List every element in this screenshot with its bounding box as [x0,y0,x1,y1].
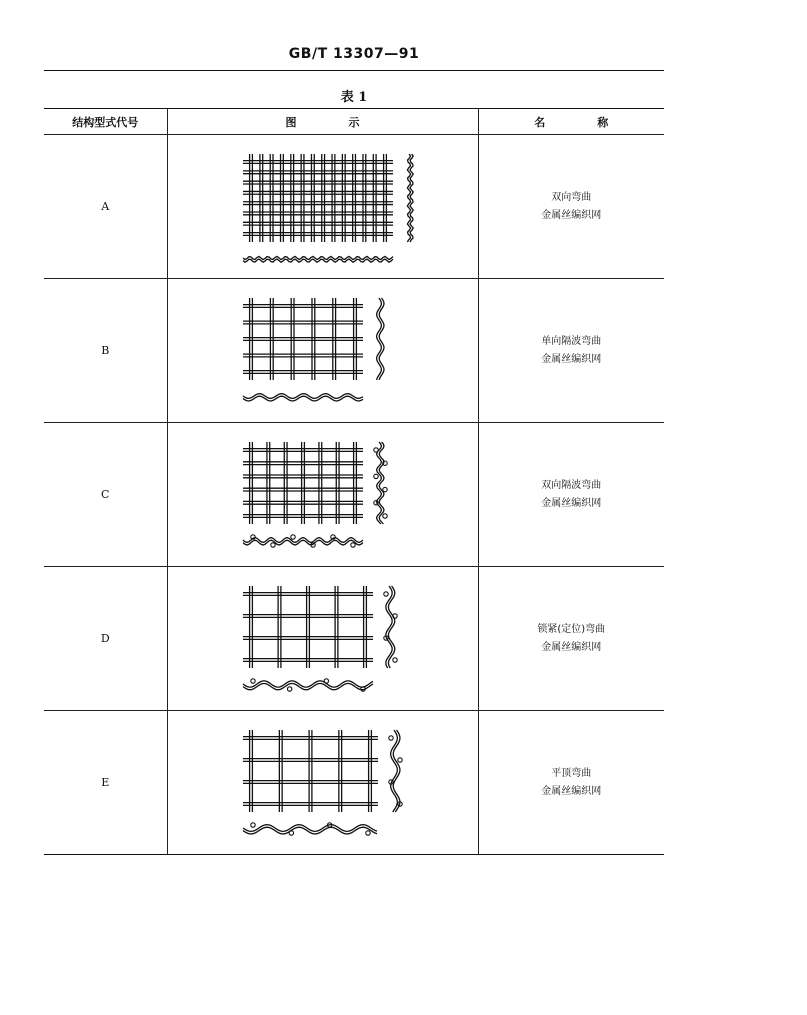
flat-top-crimp-mesh-icon [223,722,423,844]
row-name [478,423,664,567]
table-row [44,567,664,711]
table-row [44,423,664,567]
header-figure-label: 图示 [285,115,412,129]
row-name-line2: 金属丝编织网 [541,497,602,509]
row-name [478,711,664,855]
table-row [44,135,664,279]
row-name-line1: 双向隔波弯曲 [541,479,602,491]
table-row [44,711,664,855]
row-name [478,279,664,423]
row-name-line2: 金属丝编织网 [541,785,602,797]
lock-crimp-mesh-icon [223,578,423,700]
row-code: B [44,279,167,423]
header-name-label: 名称 [534,115,661,129]
table-header-row [44,109,664,135]
structure-type-table [44,108,664,855]
table-row [44,279,664,423]
single-intermediate-crimp-mesh-icon [223,290,423,412]
row-figure [167,135,478,279]
row-name-line2: 金属丝编织网 [541,353,602,365]
row-name-line1: 平顶弯曲 [551,767,592,779]
row-name-line2: 金属丝编织网 [541,209,602,221]
row-code: C [44,423,167,567]
header-name [478,109,664,135]
table-caption: 表 1 [340,90,368,105]
row-name [478,135,664,279]
row-figure [167,567,478,711]
row-code: A [44,135,167,279]
header-code: 结构型式代号 [44,109,167,135]
row-code: D [44,567,167,711]
header-rule [44,70,664,71]
row-name-line2: 金属丝编织网 [541,641,602,653]
row-figure [167,711,478,855]
row-figure [167,423,478,567]
row-name-line1: 锁紧(定位)弯曲 [537,623,606,635]
row-figure [167,279,478,423]
row-name-line1: 单向隔波弯曲 [541,335,602,347]
header-figure [167,109,478,135]
standard-number: GB/T 13307—91 [288,46,420,62]
row-code: E [44,711,167,855]
row-name [478,567,664,711]
double-crimp-mesh-icon [223,146,423,268]
row-name-line1: 双向弯曲 [551,191,592,203]
double-intermediate-crimp-mesh-icon [223,434,423,556]
